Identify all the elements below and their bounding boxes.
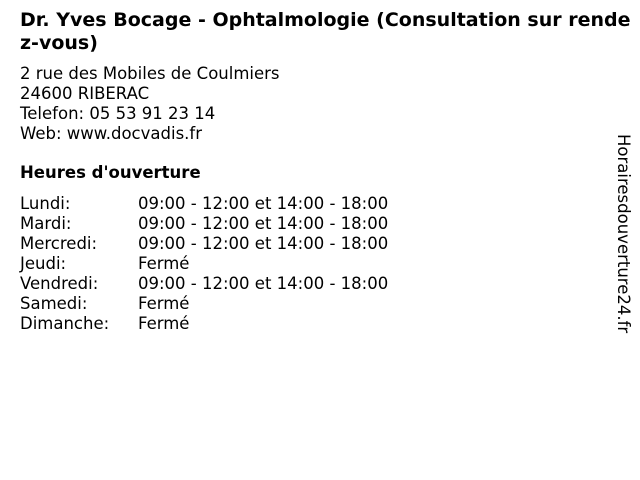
day-hours: Fermé xyxy=(138,294,190,313)
hours-row-samedi xyxy=(20,294,388,314)
city: 24600 RIBERAC xyxy=(20,84,150,103)
hours-row-vendredi xyxy=(20,274,388,294)
day-hours: 09:00 - 12:00 et 14:00 - 18:00 xyxy=(138,214,389,233)
hours-heading: Heures d'ouverture xyxy=(20,163,201,182)
day-label: Dimanche: xyxy=(20,314,110,333)
opening-hours-list xyxy=(20,194,388,334)
hours-row-dimanche xyxy=(20,314,388,334)
street-address: 2 rue des Mobiles de Coulmiers xyxy=(20,64,280,83)
address-block xyxy=(20,64,280,144)
day-label: Lundi: xyxy=(20,194,71,213)
day-hours: Fermé xyxy=(138,254,190,273)
hours-row-lundi xyxy=(20,194,388,214)
day-label: Mardi: xyxy=(20,214,72,233)
hours-row-jeudi xyxy=(20,254,388,274)
day-label: Mercredi: xyxy=(20,234,98,253)
day-label: Samedi: xyxy=(20,294,88,313)
day-hours: 09:00 - 12:00 et 14:00 - 18:00 xyxy=(138,274,389,293)
day-label: Jeudi: xyxy=(20,254,67,273)
hours-row-mardi xyxy=(20,214,388,234)
day-hours: 09:00 - 12:00 et 14:00 - 18:00 xyxy=(138,234,389,253)
day-hours: Fermé xyxy=(138,314,190,333)
phone-number: Telefon: 05 53 91 23 14 xyxy=(20,104,216,123)
hours-row-mercredi xyxy=(20,234,388,254)
day-hours: 09:00 - 12:00 et 14:00 - 18:00 xyxy=(138,194,389,213)
site-watermark: Horairesdouverture24.fr xyxy=(614,134,633,334)
page-title: Dr. Yves Bocage - Ophtalmologie (Consultation sur rendez-vous) xyxy=(20,9,631,54)
website: Web: www.docvadis.fr xyxy=(20,124,202,143)
day-label: Vendredi: xyxy=(20,274,99,293)
